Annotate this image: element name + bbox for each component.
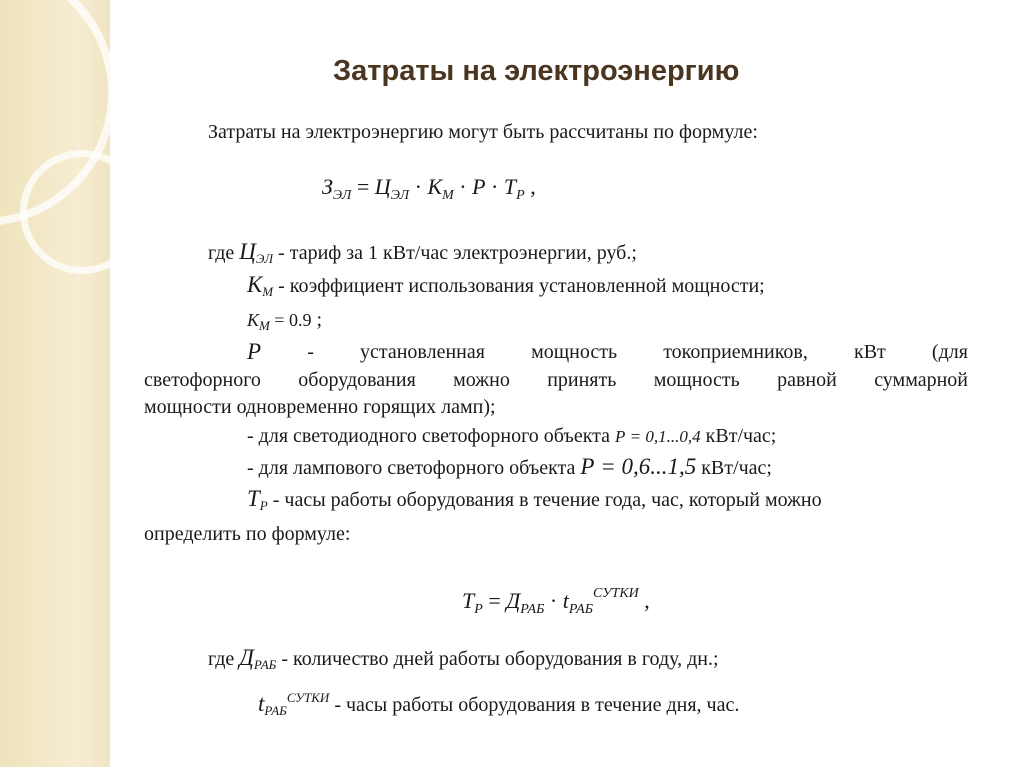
def-working-hours-line2: определить по формуле: — [144, 523, 351, 545]
sidebar-divider — [110, 0, 112, 767]
def-tariff: где $Ц_{ЭЛ}$ - тариф за 1 кВт/час электроэнергии, руб.; — [208, 239, 637, 266]
def-working-hours: $Т_Р$ - часы работы оборудования в течение года, час, который можно — [247, 486, 822, 513]
slide-title: Затраты на электроэнергию — [333, 55, 740, 87]
decorative-sidebar — [0, 0, 112, 767]
def-power-line1: Р - установленная мощность токоприемников, кВт (для — [247, 339, 968, 364]
def-power-line2: светофорного оборудования можно принять мощность равной суммарной — [144, 369, 968, 391]
formula-working-hours: $Т_Р = Д_{РАБ} \cdot t_{РАБ}^{СУТКИ}$ , — [462, 586, 650, 617]
led-power-range: - для светодиодного светофорного объекта Р = 0,1...0,4 кВт/час; — [247, 425, 777, 447]
formula-electricity-cost: $З_{ЭЛ} = Ц_{ЭЛ} \cdot К_М \cdot Р \cdot Т_Р$ , — [322, 174, 536, 203]
def-daily-hours: $t_{РАБ}^{СУТКИ}$ - часы работы оборудования в течение дня, час. — [258, 690, 740, 718]
intro-text: Затраты на электроэнергию могут быть рассчитаны по формуле: — [208, 121, 758, 143]
def-coefficient: $К_М$ - коэффициент использования установленной мощности; — [247, 272, 765, 299]
def-working-days: где $Д_{РАБ}$ - количество дней работы оборудования в году, дн.; — [208, 645, 719, 672]
lamp-power-range: - для лампового светофорного объекта Р = 0,6...1,5 кВт/час; — [247, 454, 772, 479]
coefficient-value: $К_М = 0.9$ ; — [247, 309, 323, 333]
def-power-line3: мощности одновременно горящих ламп); — [144, 396, 496, 418]
